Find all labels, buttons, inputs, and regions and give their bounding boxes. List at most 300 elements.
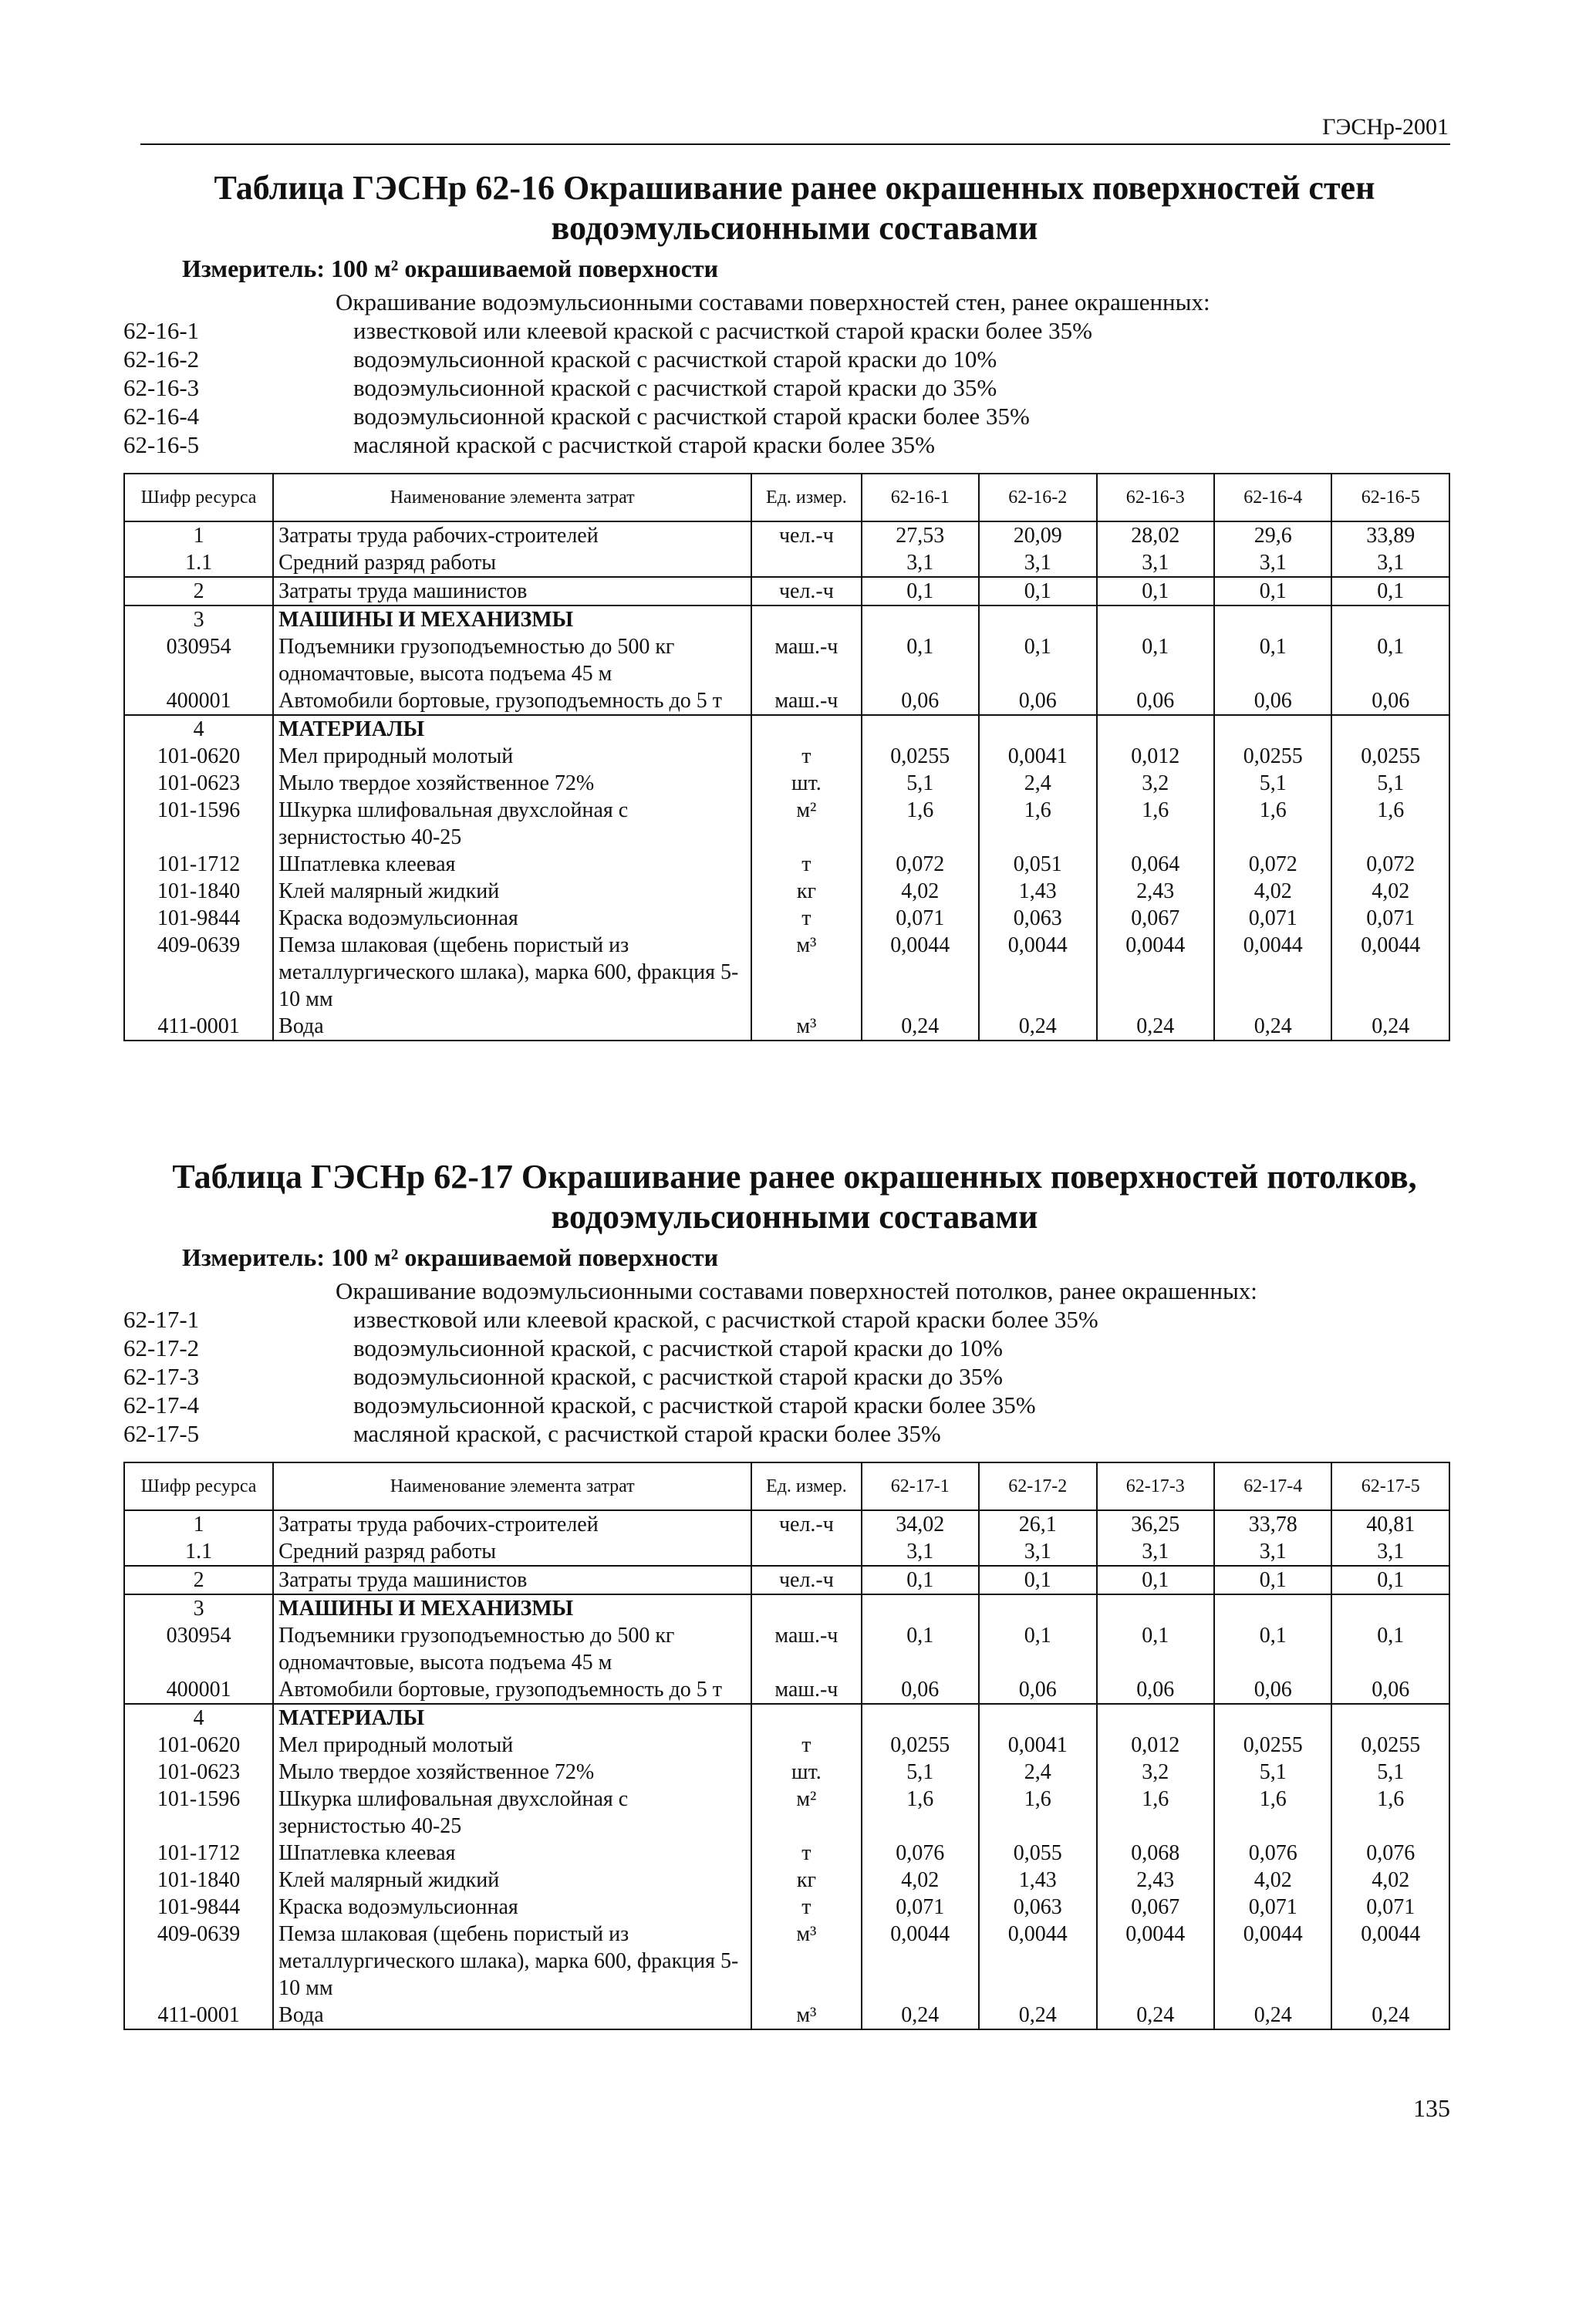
norm-value: 0,24 [1214, 1013, 1331, 1041]
norm-value [1331, 605, 1449, 633]
intro-item-text: водоэмульсионной краской, с расчисткой старой краски до 35% [353, 1363, 1003, 1390]
norm-value: 0,067 [1097, 905, 1214, 932]
table-row [124, 577, 1449, 605]
norm-value: 0,0044 [862, 1921, 979, 2002]
resource-code: 101-0620 [124, 1732, 273, 1759]
norm-value: 0,0044 [1214, 1921, 1331, 2002]
table-header [124, 474, 1449, 521]
cost-element-name: Средний разряд работы [273, 549, 751, 577]
norm-value [1331, 715, 1449, 743]
norm-value: 0,24 [979, 1013, 1096, 1041]
unit-of-measure: т [751, 1894, 861, 1921]
resource-code: 1.1 [124, 549, 273, 577]
cost-element-name: Клей малярный жидкий [273, 1867, 751, 1894]
unit-of-measure: м³ [751, 1921, 861, 2002]
cost-element-name: МАШИНЫ И МЕХАНИЗМЫ [273, 1594, 751, 1622]
norm-value: 0,068 [1097, 1840, 1214, 1867]
resource-code: 101-9844 [124, 905, 273, 932]
column-header: 62-16-1 [862, 474, 979, 521]
norm-value [862, 1594, 979, 1622]
intro-item-text: водоэмульсионной краской, с расчисткой старой краски до 10% [353, 1334, 1003, 1361]
norm-value: 4,02 [1214, 878, 1331, 905]
unit-of-measure: кг [751, 878, 861, 905]
measure-unit: Измеритель: 100 м² окрашиваемой поверхности [182, 1243, 719, 1271]
norm-value: 28,02 [1097, 521, 1214, 549]
cost-element-name: Пемза шлаковая (щебень пористый из металлургического шлака), марка 600, фракция 5-10 мм [273, 1921, 751, 2002]
column-header: 62-16-2 [979, 474, 1096, 521]
resource-code: 101-1712 [124, 1840, 273, 1867]
norm-value: 0,0044 [1331, 932, 1449, 1013]
intro-item-code: 62-17-1 [123, 1306, 200, 1333]
unit-of-measure: маш.-ч [751, 1676, 861, 1704]
document-code: ГЭСНр-2001 [1322, 114, 1449, 140]
unit-of-measure: маш.-ч [751, 1622, 861, 1676]
cost-element-name: Затраты труда рабочих-строителей [273, 521, 751, 549]
norm-value: 0,24 [1097, 2002, 1214, 2029]
norm-value [1097, 1594, 1214, 1622]
cost-element-name: Автомобили бортовые, грузоподъемность до 5 т [273, 1676, 751, 1704]
unit-of-measure: м² [751, 1786, 861, 1840]
table-row [124, 1622, 1449, 1676]
unit-of-measure: т [751, 743, 861, 770]
column-header: 62-16-3 [1097, 474, 1214, 521]
norm-value: 0,06 [979, 1676, 1096, 1704]
unit-of-measure: м³ [751, 2002, 861, 2029]
table-row [124, 797, 1449, 851]
cost-element-name: Подъемники грузоподъемностью до 500 кг одномачтовые, высота подъема 45 м [273, 1622, 751, 1676]
unit-of-measure [751, 605, 861, 633]
table-section-62-16 [123, 168, 1466, 1041]
resource-code: 411-0001 [124, 2002, 273, 2029]
resource-code: 4 [124, 715, 273, 743]
table-row [124, 932, 1449, 1013]
norm-value: 0,063 [979, 1894, 1096, 1921]
resource-code: 101-1596 [124, 797, 273, 851]
norm-value: 33,78 [1214, 1510, 1331, 1538]
norm-value: 0,012 [1097, 1732, 1214, 1759]
norm-value: 3,1 [979, 549, 1096, 577]
norm-value: 1,6 [1097, 797, 1214, 851]
intro-item [123, 1391, 1466, 1419]
column-header: Ед. измер. [751, 1462, 861, 1510]
column-header: Наименование элемента затрат [273, 1462, 751, 1510]
unit-of-measure: т [751, 1840, 861, 1867]
table-row [124, 1840, 1449, 1867]
norm-value: 4,02 [862, 878, 979, 905]
norm-value: 4,02 [1331, 1867, 1449, 1894]
norm-value [1097, 1704, 1214, 1732]
norm-value: 1,6 [1097, 1786, 1214, 1840]
resource-code: 3 [124, 1594, 273, 1622]
cost-element-name: МАТЕРИАЛЫ [273, 715, 751, 743]
norm-value: 0,06 [1097, 1676, 1214, 1704]
unit-of-measure: маш.-ч [751, 633, 861, 687]
unit-of-measure [751, 1538, 861, 1566]
norm-value: 0,06 [862, 1676, 979, 1704]
unit-of-measure: чел.-ч [751, 1510, 861, 1538]
norm-value: 4,02 [1214, 1867, 1331, 1894]
norm-value [979, 605, 1096, 633]
norm-value: 2,4 [979, 1759, 1096, 1786]
norm-value: 0,071 [1214, 905, 1331, 932]
norm-value: 36,25 [1097, 1510, 1214, 1538]
norm-value: 0,24 [1331, 1013, 1449, 1041]
intro-item [123, 402, 1466, 430]
resource-code: 030954 [124, 1622, 273, 1676]
table-body [124, 1510, 1449, 2029]
norm-value: 0,071 [1331, 905, 1449, 932]
norm-value: 0,0255 [1331, 743, 1449, 770]
norm-value [1214, 605, 1331, 633]
norm-value: 0,072 [862, 851, 979, 878]
resource-code: 1.1 [124, 1538, 273, 1566]
norm-value: 0,1 [862, 633, 979, 687]
table-row [124, 521, 1449, 549]
table-row [124, 1704, 1449, 1732]
unit-of-measure: м² [751, 797, 861, 851]
norm-value [862, 1704, 979, 1732]
column-header: 62-17-2 [979, 1462, 1096, 1510]
cost-element-name: Шпатлевка клеевая [273, 1840, 751, 1867]
norm-value: 5,1 [862, 770, 979, 797]
column-header: Наименование элемента затрат [273, 474, 751, 521]
column-header: Ед. измер. [751, 474, 861, 521]
norm-value: 0,1 [1097, 1566, 1214, 1594]
norm-value: 0,06 [979, 687, 1096, 715]
table-intro [123, 1277, 1466, 1448]
resource-code: 101-0620 [124, 743, 273, 770]
table-row [124, 743, 1449, 770]
norm-value: 5,1 [862, 1759, 979, 1786]
norm-value: 1,6 [1331, 797, 1449, 851]
table-row [124, 1594, 1449, 1622]
norm-value: 1,6 [1214, 1786, 1331, 1840]
table-row [124, 1510, 1449, 1538]
norm-value: 3,1 [1331, 1538, 1449, 1566]
norm-value: 0,076 [862, 1840, 979, 1867]
norm-value: 0,064 [1097, 851, 1214, 878]
intro-item-code: 62-16-5 [123, 431, 200, 458]
norm-value [979, 1704, 1096, 1732]
cost-element-name: МАШИНЫ И МЕХАНИЗМЫ [273, 605, 751, 633]
unit-of-measure [751, 549, 861, 577]
norm-value: 0,0044 [979, 932, 1096, 1013]
norm-value: 0,06 [1214, 687, 1331, 715]
norm-value [862, 605, 979, 633]
resource-code: 101-1840 [124, 1867, 273, 1894]
norm-value: 0,1 [1331, 633, 1449, 687]
table-row [124, 1732, 1449, 1759]
table-row [124, 549, 1449, 577]
resource-code: 1 [124, 1510, 273, 1538]
norm-value: 0,0041 [979, 743, 1096, 770]
norm-value: 0,1 [1214, 577, 1331, 605]
intro-item-code: 62-16-2 [123, 346, 200, 373]
cost-element-name: Краска водоэмульсионная [273, 1894, 751, 1921]
resource-code: 030954 [124, 633, 273, 687]
table-title-continued: водоэмульсионными составами [551, 1198, 1038, 1236]
resource-code: 101-0623 [124, 1759, 273, 1786]
resource-table [123, 473, 1450, 1041]
norm-value: 1,43 [979, 878, 1096, 905]
norm-value [1331, 1594, 1449, 1622]
intro-item-text: известковой или клеевой краской с расчисткой старой краски более 35% [353, 317, 1092, 344]
cost-element-name: Средний разряд работы [273, 1538, 751, 1566]
table-row [124, 687, 1449, 715]
norm-value: 0,06 [862, 687, 979, 715]
table-body [124, 521, 1449, 1041]
table-intro [123, 288, 1466, 459]
resource-code: 2 [124, 577, 273, 605]
unit-of-measure: т [751, 851, 861, 878]
unit-of-measure: чел.-ч [751, 577, 861, 605]
norm-value: 0,0041 [979, 1732, 1096, 1759]
norm-value: 3,1 [862, 1538, 979, 1566]
intro-item [123, 1334, 1466, 1362]
norm-value: 3,1 [1097, 549, 1214, 577]
norm-value: 0,0255 [1214, 1732, 1331, 1759]
unit-of-measure: кг [751, 1867, 861, 1894]
norm-value: 0,1 [979, 1566, 1096, 1594]
norm-value: 1,6 [862, 797, 979, 851]
table-row [124, 715, 1449, 743]
column-header: Шифр ресурса [124, 474, 273, 521]
cost-element-name: Затраты труда машинистов [273, 577, 751, 605]
norm-value [1097, 605, 1214, 633]
norm-value: 0,1 [862, 577, 979, 605]
norm-value: 40,81 [1331, 1510, 1449, 1538]
norm-value: 0,072 [1331, 851, 1449, 878]
norm-value: 0,076 [1214, 1840, 1331, 1867]
intro-item [123, 430, 1466, 459]
norm-value: 1,43 [979, 1867, 1096, 1894]
intro-item-text: водоэмульсионной краской с расчисткой старой краски до 10% [353, 346, 997, 373]
norm-value [862, 715, 979, 743]
cost-element-name: Подъемники грузоподъемностью до 500 кг одномачтовые, высота подъема 45 м [273, 633, 751, 687]
column-header: 62-17-4 [1214, 1462, 1331, 1510]
norm-value: 1,6 [1331, 1786, 1449, 1840]
table-row [124, 1759, 1449, 1786]
table-row [124, 905, 1449, 932]
norm-value: 0,012 [1097, 743, 1214, 770]
cost-element-name: Краска водоэмульсионная [273, 905, 751, 932]
norm-value: 0,055 [979, 1840, 1096, 1867]
norm-value: 0,0255 [862, 1732, 979, 1759]
resource-code: 400001 [124, 1676, 273, 1704]
column-header: 62-16-4 [1214, 474, 1331, 521]
norm-value: 0,1 [1097, 577, 1214, 605]
norm-value: 29,6 [1214, 521, 1331, 549]
intro-item-code: 62-16-1 [123, 317, 200, 344]
norm-value: 2,43 [1097, 1867, 1214, 1894]
norm-value: 3,1 [862, 549, 979, 577]
header-row [124, 1462, 1449, 1510]
norm-value: 0,076 [1331, 1840, 1449, 1867]
resource-code: 400001 [124, 687, 273, 715]
norm-value: 0,0044 [1331, 1921, 1449, 2002]
unit-of-measure [751, 715, 861, 743]
cost-element-name: Мыло твердое хозяйственное 72% [273, 1759, 751, 1786]
cost-element-name: Затраты труда машинистов [273, 1566, 751, 1594]
norm-value: 3,1 [1097, 1538, 1214, 1566]
table-title: Таблица ГЭСНр 62-17 Окрашивание ранее окрашенных поверхностей потолков, [172, 1158, 1417, 1196]
norm-value: 3,1 [1214, 549, 1331, 577]
norm-value: 0,051 [979, 851, 1096, 878]
intro-item [123, 1305, 1466, 1334]
norm-value: 0,1 [979, 633, 1096, 687]
norm-value: 0,1 [862, 1566, 979, 1594]
cost-element-name: Автомобили бортовые, грузоподъемность до 5 т [273, 687, 751, 715]
page-number: 135 [1413, 2094, 1450, 2122]
norm-value: 33,89 [1331, 521, 1449, 549]
norm-value: 1,6 [979, 797, 1096, 851]
cost-element-name: Мыло твердое хозяйственное 72% [273, 770, 751, 797]
resource-code: 2 [124, 1566, 273, 1594]
norm-value: 27,53 [862, 521, 979, 549]
cost-element-name: Мел природный молотый [273, 1732, 751, 1759]
resource-table [123, 1462, 1450, 2030]
norm-value: 0,24 [1214, 2002, 1331, 2029]
norm-value: 0,0255 [862, 743, 979, 770]
resource-code: 101-1712 [124, 851, 273, 878]
table-row [124, 770, 1449, 797]
table-row [124, 633, 1449, 687]
unit-of-measure: м³ [751, 1013, 861, 1041]
norm-value: 0,1 [1331, 1566, 1449, 1594]
table-row [124, 1786, 1449, 1840]
table-row [124, 1867, 1449, 1894]
norm-value: 0,1 [979, 577, 1096, 605]
norm-value [979, 1594, 1096, 1622]
table-row [124, 1013, 1449, 1041]
norm-value: 0,06 [1097, 687, 1214, 715]
resource-code: 409-0639 [124, 1921, 273, 2002]
norm-value: 26,1 [979, 1510, 1096, 1538]
norm-value: 4,02 [1331, 878, 1449, 905]
unit-of-measure [751, 1594, 861, 1622]
cost-element-name: Шкурка шлифовальная двухслойная с зернистостью 40-25 [273, 797, 751, 851]
norm-value: 5,1 [1331, 770, 1449, 797]
norm-value [979, 715, 1096, 743]
measure-unit: Измеритель: 100 м² окрашиваемой поверхности [182, 255, 719, 282]
norm-value: 0,071 [1214, 1894, 1331, 1921]
norm-value: 5,1 [1331, 1759, 1449, 1786]
norm-value [1214, 1704, 1331, 1732]
norm-value: 4,02 [862, 1867, 979, 1894]
norm-value: 3,2 [1097, 1759, 1214, 1786]
norm-value: 3,1 [979, 1538, 1096, 1566]
norm-value: 0,072 [1214, 851, 1331, 878]
norm-value: 0,063 [979, 905, 1096, 932]
column-header: 62-16-5 [1331, 474, 1449, 521]
unit-of-measure: м³ [751, 932, 861, 1013]
norm-value: 0,1 [1214, 1622, 1331, 1676]
cost-element-name: Вода [273, 1013, 751, 1041]
intro-item-text: водоэмульсионной краской с расчисткой старой краски более 35% [353, 403, 1030, 430]
unit-of-measure: чел.-ч [751, 521, 861, 549]
intro-item-code: 62-16-3 [123, 374, 200, 401]
norm-value: 0,0044 [1214, 932, 1331, 1013]
header-rule [140, 143, 1450, 145]
table-row [124, 2002, 1449, 2029]
intro-item-code: 62-17-4 [123, 1391, 200, 1418]
norm-value [1214, 715, 1331, 743]
norm-value: 0,24 [979, 2002, 1096, 2029]
norm-value: 0,1 [1097, 1622, 1214, 1676]
intro-item-code: 62-17-2 [123, 1334, 200, 1361]
norm-value: 0,0044 [1097, 932, 1214, 1013]
table-row [124, 878, 1449, 905]
intro-item [123, 1419, 1466, 1448]
norm-value: 0,1 [1331, 1622, 1449, 1676]
norm-value [1214, 1594, 1331, 1622]
norm-value: 0,0255 [1214, 743, 1331, 770]
norm-value: 20,09 [979, 521, 1096, 549]
unit-of-measure: т [751, 1732, 861, 1759]
norm-value: 0,067 [1097, 1894, 1214, 1921]
norm-value: 0,06 [1214, 1676, 1331, 1704]
unit-of-measure: шт. [751, 770, 861, 797]
table-section-62-17 [123, 1157, 1466, 2030]
table-title: Таблица ГЭСНр 62-16 Окрашивание ранее окрашенных поверхностей стен [214, 169, 1375, 207]
column-header: Шифр ресурса [124, 1462, 273, 1510]
norm-value: 5,1 [1214, 770, 1331, 797]
norm-value: 0,1 [1214, 633, 1331, 687]
intro-item-code: 62-17-5 [123, 1420, 200, 1447]
norm-value: 0,24 [1331, 2002, 1449, 2029]
table-row [124, 1538, 1449, 1566]
table-row [124, 1894, 1449, 1921]
norm-value: 0,1 [1097, 633, 1214, 687]
norm-value: 34,02 [862, 1510, 979, 1538]
table-row [124, 851, 1449, 878]
resource-code: 409-0639 [124, 932, 273, 1013]
intro-item-text: водоэмульсионной краской с расчисткой старой краски до 35% [353, 374, 997, 401]
norm-value: 0,24 [862, 1013, 979, 1041]
norm-value: 1,6 [862, 1786, 979, 1840]
resource-code: 101-9844 [124, 1894, 273, 1921]
column-header: 62-17-5 [1331, 1462, 1449, 1510]
table-title-continued: водоэмульсионными составами [551, 209, 1038, 247]
intro-item-text: масляной краской с расчисткой старой краски более 35% [353, 431, 935, 458]
norm-value: 0,0044 [979, 1921, 1096, 2002]
norm-value: 0,1 [1331, 577, 1449, 605]
cost-element-name: Шпатлевка клеевая [273, 851, 751, 878]
norm-value: 1,6 [979, 1786, 1096, 1840]
norm-value: 0,1 [1214, 1566, 1331, 1594]
norm-value: 2,4 [979, 770, 1096, 797]
norm-value: 0,0044 [1097, 1921, 1214, 2002]
norm-value: 0,0044 [862, 932, 979, 1013]
table-row [124, 1566, 1449, 1594]
norm-value: 0,071 [862, 905, 979, 932]
norm-value: 0,0255 [1331, 1732, 1449, 1759]
cost-element-name: МАТЕРИАЛЫ [273, 1704, 751, 1732]
cost-element-name: Затраты труда рабочих-строителей [273, 1510, 751, 1538]
intro-item [123, 373, 1466, 402]
column-header: 62-17-3 [1097, 1462, 1214, 1510]
resource-code: 101-0623 [124, 770, 273, 797]
norm-value: 3,2 [1097, 770, 1214, 797]
norm-value: 0,06 [1331, 1676, 1449, 1704]
resource-code: 411-0001 [124, 1013, 273, 1041]
column-header: 62-17-1 [862, 1462, 979, 1510]
norm-value: 0,06 [1331, 687, 1449, 715]
norm-value: 1,6 [1214, 797, 1331, 851]
intro-item-code: 62-16-4 [123, 403, 200, 430]
cost-element-name: Мел природный молотый [273, 743, 751, 770]
resource-code: 101-1596 [124, 1786, 273, 1840]
